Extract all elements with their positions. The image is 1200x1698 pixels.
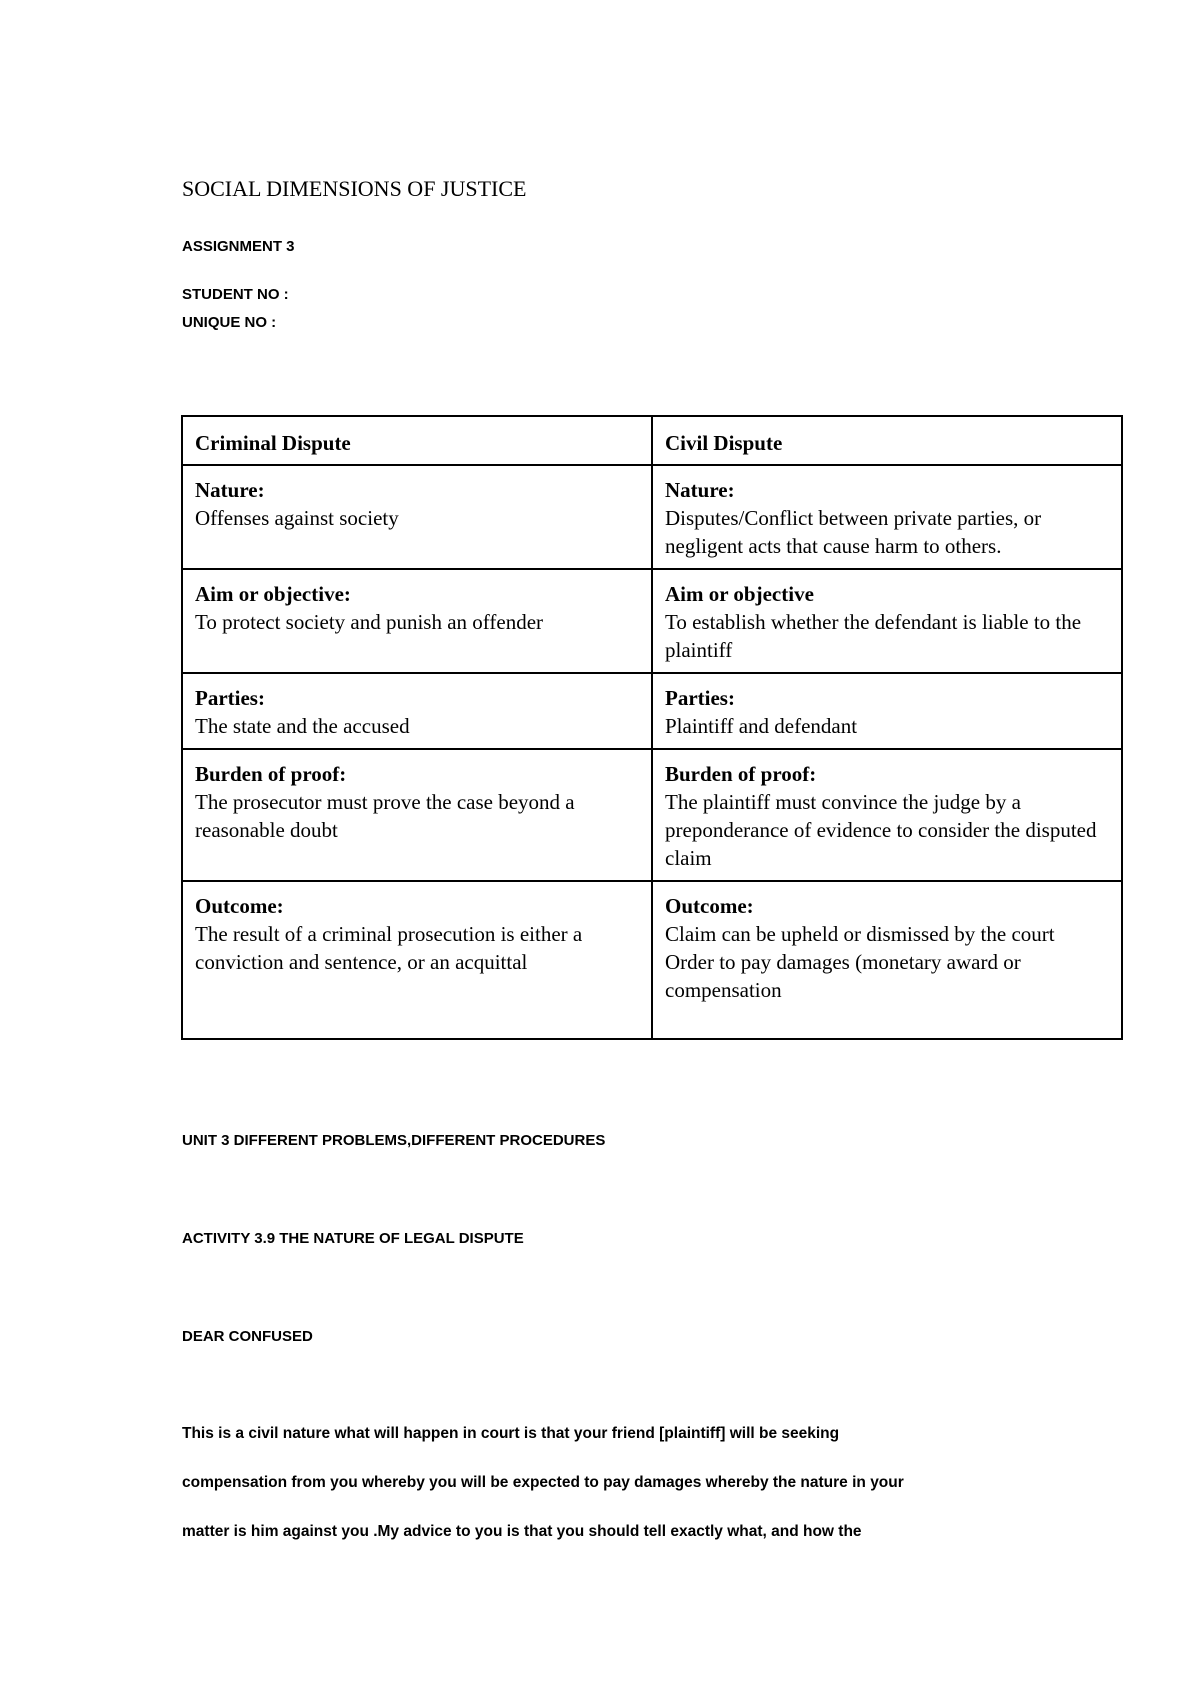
cell-heading: Parties: xyxy=(665,686,735,710)
paragraph-line: compensation from you whereby you will be expected to pay damages whereby the nature in your xyxy=(182,1474,904,1491)
cell-heading: Burden of proof: xyxy=(195,762,347,786)
criminal-cell-nature xyxy=(182,465,652,569)
cell-heading: Nature: xyxy=(195,478,265,502)
document-title: SOCIAL DIMENSIONS OF JUSTICE xyxy=(182,176,527,201)
civil-cell-nature xyxy=(652,465,1122,569)
cell-text: The prosecutor must prove the case beyond a reasonable doubt xyxy=(195,790,575,842)
cell-heading: Aim or objective xyxy=(665,582,814,606)
paragraph-line: This is a civil nature what will happen in court is that your friend [plaintiff] will be seeking xyxy=(182,1425,840,1442)
cell-text: To protect society and punish an offender xyxy=(195,610,544,634)
column-header-criminal: Criminal Dispute xyxy=(182,416,652,465)
paragraph-line: matter is him against you .My advice to you is that you should tell exactly what, and how the xyxy=(182,1523,862,1540)
criminal-cell-outcome xyxy=(182,881,652,1039)
cell-heading: Aim or objective: xyxy=(195,582,351,606)
unit-heading: UNIT 3 DIFFERENT PROBLEMS,DIFFERENT PROCEDURES xyxy=(182,1132,606,1149)
cell-text: To establish whether the defendant is liable to the plaintiff xyxy=(665,610,1082,662)
assignment-label: ASSIGNMENT 3 xyxy=(182,238,295,255)
dispute-comparison-table xyxy=(181,415,1123,1040)
student-number-label: STUDENT NO : xyxy=(182,286,289,303)
criminal-cell-parties xyxy=(182,673,652,749)
table-row xyxy=(182,749,1122,881)
table-header-row xyxy=(182,416,1122,465)
cell-text: Order to pay damages (monetary award or compensation xyxy=(665,950,1021,1002)
cell-text: The state and the accused xyxy=(195,714,410,738)
civil-cell-outcome xyxy=(652,881,1122,1039)
cell-heading: Parties: xyxy=(195,686,265,710)
cell-heading: Burden of proof: xyxy=(665,762,817,786)
cell-text: Disputes/Conflict between private parties, or negligent acts that cause harm to others. xyxy=(665,506,1042,558)
cell-text: Offenses against society xyxy=(195,506,399,530)
cell-text: Claim can be upheld or dismissed by the court xyxy=(665,922,1055,946)
cell-text: The plaintiff must convince the judge by a preponderance of evidence to consider the disputed claim xyxy=(665,790,1097,870)
letter-salutation: DEAR CONFUSED xyxy=(182,1328,313,1345)
cell-text: Plaintiff and defendant xyxy=(665,714,858,738)
table-row xyxy=(182,673,1122,749)
criminal-cell-aim xyxy=(182,569,652,673)
column-header-civil: Civil Dispute xyxy=(652,416,1122,465)
civil-cell-parties xyxy=(652,673,1122,749)
table-row xyxy=(182,465,1122,569)
civil-cell-aim xyxy=(652,569,1122,673)
criminal-cell-burden xyxy=(182,749,652,881)
cell-heading: Nature: xyxy=(665,478,735,502)
table-row xyxy=(182,881,1122,1039)
cell-heading: Outcome: xyxy=(195,894,284,918)
activity-heading: ACTIVITY 3.9 THE NATURE OF LEGAL DISPUTE xyxy=(182,1230,524,1247)
cell-heading: Outcome: xyxy=(665,894,754,918)
table-row xyxy=(182,569,1122,673)
unique-number-label: UNIQUE NO : xyxy=(182,314,277,331)
cell-text: The result of a criminal prosecution is either a conviction and sentence, or an acquittal xyxy=(195,922,583,974)
civil-cell-burden xyxy=(652,749,1122,881)
